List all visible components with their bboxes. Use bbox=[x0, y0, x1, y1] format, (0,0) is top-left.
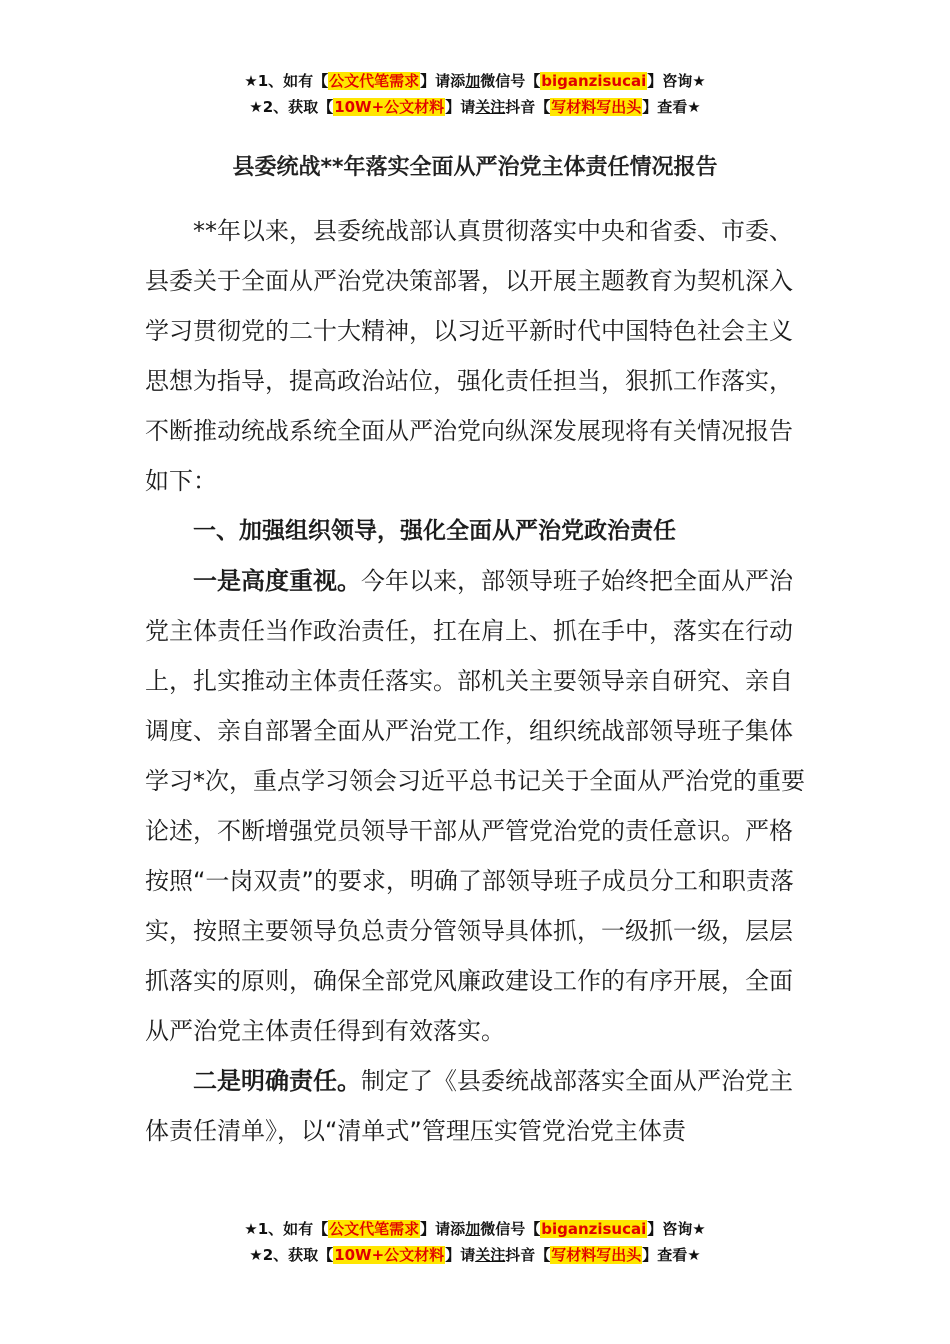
paragraph-2-lead: 二是明确责任。 bbox=[193, 1067, 361, 1095]
promo-wechat-id: biganzisucai bbox=[541, 1220, 647, 1238]
promo-wechat-id: biganzisucai bbox=[541, 72, 647, 90]
promo-line-1: ★1、如有【公文代笔需求】请添加微信号【biganzisucai】咨询★ bbox=[244, 72, 706, 90]
bottom-promo-banner bbox=[0, 1216, 950, 1268]
paragraph-1-lead: 一是高度重视。 bbox=[193, 567, 361, 595]
intro-paragraph: **年以来，县委统战部认真贯彻落实中央和省委、市委、县委关于全面从严治党决策部署，以开展主题教育为契机深入学习贯彻党的二十大精神，以习近平新时代中国特色社会主义思想为指导，提高政治站位，强化责任担当，狠抓工作落实，不断推动统战系统全面从严治党向纵深发展现将有关情况报告如下： bbox=[145, 217, 793, 495]
paragraph-1-text: 今年以来，部领导班子始终把全面从严治党主体责任当作政治责任，扛在肩上、抓在手中，落实在行动上，扎实推动主体责任落实。部机关主要领导亲自研究、亲自调度、亲自部署全面从严治党工作，组织统战部领导班子集体学习*次，重点学习领会习近平总书记关于全面从严治党的重要论述，不断增强党员领导干部从严管党治党的责任意识。严格按照“一岗双责”的要求，明确了部领导班子成员分工和职责落实，按照主要领导负总责分管领导具体抓，一级抓一级，层层抓落实的原则，确保全部党风廉政建设工作的有序开展，全面从严治党主体责任得到有效落实。 bbox=[145, 567, 805, 1045]
promo-highlight: 公文代笔需求 bbox=[329, 1220, 420, 1238]
promo-douyin-id: 写材料写出头 bbox=[551, 98, 642, 116]
paragraph-2-text: 制定了《县委统战部落实全面从严治党主体责任清单》，以“清单式”管理压实管党治党主体责 bbox=[145, 1067, 793, 1145]
paragraph-1 bbox=[145, 556, 815, 1056]
promo-highlight: 10W+公文材料 bbox=[334, 98, 445, 116]
promo-line-2: ★2、获取【10W+公文材料】请关注抖音【写材料写出头】查看★ bbox=[249, 1246, 701, 1264]
promo-line-1: ★1、如有【公文代笔需求】请添加微信号【biganzisucai】咨询★ bbox=[244, 1220, 706, 1238]
promo-highlight: 10W+公文材料 bbox=[334, 1246, 445, 1264]
paragraph-2 bbox=[145, 1056, 815, 1156]
section-heading: 一、加强组织领导，强化全面从严治党政治责任 bbox=[193, 518, 676, 544]
promo-line-2: ★2、获取【10W+公文材料】请关注抖音【写材料写出头】查看★ bbox=[249, 98, 701, 116]
document-body bbox=[145, 206, 815, 1156]
promo-highlight: 公文代笔需求 bbox=[329, 72, 420, 90]
top-promo-banner bbox=[0, 68, 950, 120]
promo-douyin-id: 写材料写出头 bbox=[551, 1246, 642, 1264]
document-title: 县委统战**年落实全面从严治党主体责任情况报告 bbox=[232, 155, 718, 180]
